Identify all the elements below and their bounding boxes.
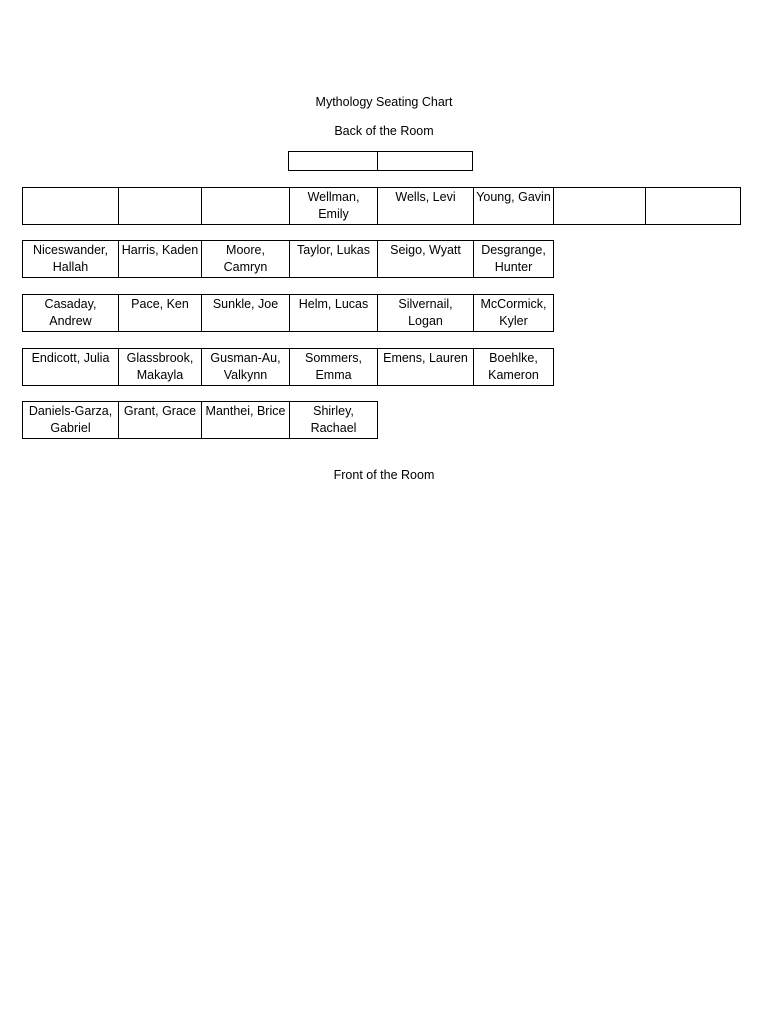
seat-cell: Wellman, Emily [290,188,378,225]
seat-cell: Manthei, Brice [202,402,290,439]
seat-row-5 [22,401,378,439]
top-desk-table [288,151,473,171]
seat-cell: Casaday, Andrew [23,295,119,332]
seat-row-4 [22,348,554,386]
seat-cell [119,188,202,225]
seat-cell: Helm, Lucas [290,295,378,332]
front-of-room-label: Front of the Room [333,468,435,482]
desk-cell [289,152,378,171]
seat-row-1 [22,187,741,225]
seat-cell: Niceswander, Hallah [23,241,119,278]
seat-cell: Sunkle, Joe [202,295,290,332]
seat-cell: Desgrange, Hunter [474,241,554,278]
seat-cell: Gusman-Au, Valkynn [202,349,290,386]
seat-cell: Pace, Ken [119,295,202,332]
seat-cell: Glassbrook, Makayla [119,349,202,386]
seat-cell: Emens, Lauren [378,349,474,386]
seat-row-3 [22,294,554,332]
seat-cell: Wells, Levi [378,188,474,225]
back-of-room-label: Back of the Room [334,124,434,138]
seat-cell: Young, Gavin [474,188,554,225]
seat-cell: Moore, Camryn [202,241,290,278]
seat-cell: Seigo, Wyatt [378,241,474,278]
seat-cell: Silvernail, Logan [378,295,474,332]
seat-cell: Taylor, Lukas [290,241,378,278]
seat-cell: Harris, Kaden [119,241,202,278]
seat-cell: Boehlke, Kameron [474,349,554,386]
seat-cell: Grant, Grace [119,402,202,439]
seat-cell: Daniels-Garza, Gabriel [23,402,119,439]
seat-cell [554,188,646,225]
seat-cell [23,188,119,225]
seat-cell [646,188,741,225]
chart-title: Mythology Seating Chart [315,95,453,109]
desk-cell [378,152,473,171]
seat-row-2 [22,240,554,278]
seat-cell: Sommers, Emma [290,349,378,386]
seat-cell: Endicott, Julia [23,349,119,386]
seat-cell [202,188,290,225]
seat-cell: McCormick, Kyler [474,295,554,332]
seat-cell: Shirley, Rachael [290,402,378,439]
